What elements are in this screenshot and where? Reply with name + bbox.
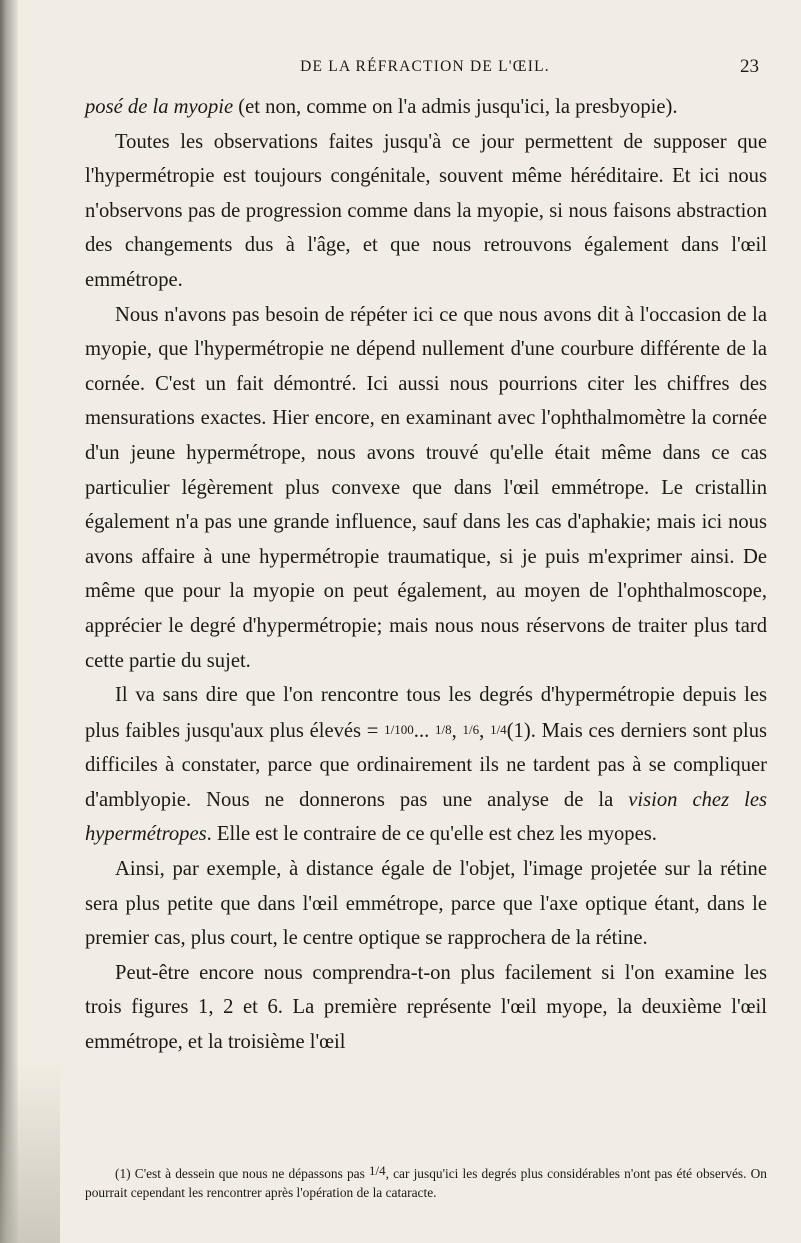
- paragraph-3-text-c: ,: [451, 719, 463, 742]
- italic-title: vision chez les hypermétropes: [85, 788, 767, 846]
- footnote-text-a: (1) C'est à dessein que nous ne dépassons pas: [115, 1166, 369, 1181]
- paragraph-4: Ainsi, par exemple, à distance égale de l'objet, l'image projetée sur la rétine sera plus petite que dans l'œil emmétrope, parce que l'axe optique étant, dans le premier cas, plus court, le centre optique se rapprochera de la rétine.: [85, 858, 767, 950]
- paragraph-1: Toutes les observations faites jusqu'à ce jour permettent de supposer que l'hypermétropie est toujours congénitale, souvent même héréditaire. Et ici nous n'observons pas de progression comme dans la myopie, si nous faisons abstraction des changements dus à l'âge, et que nous retrouvons également dans l'œil emmétrope.: [85, 130, 767, 291]
- italic-phrase: posé de la myopie: [85, 96, 234, 118]
- page-number: 23: [740, 56, 759, 77]
- footnote-text: [85, 1162, 767, 1202]
- paragraph-0-text: (et non, comme on l'a admis jusqu'ici, la presbyopie).: [233, 96, 678, 118]
- page-binding-shadow: [0, 0, 18, 1243]
- paragraph-3: [85, 678, 767, 852]
- fraction-one-hundredth: 1/100: [384, 721, 414, 737]
- paragraph-3-text-a: Il va sans dire que l'on rencontre tous les degrés d'hypermétropie depuis les plus faibles jusqu'aux plus élevés =: [85, 684, 767, 742]
- fraction-one-quarter: 1/4: [490, 721, 507, 737]
- paragraph-5: Peut-être encore nous comprendra-t-on plus facilement si l'on examine les trois figures 1, 2 et 6. La première représente l'œil myope, la deuxième l'œil emmétrope, et la troisième l'œil: [85, 961, 767, 1054]
- footnote-fraction: 1/4: [368, 1163, 386, 1178]
- paragraph-3-text-b: ...: [413, 719, 435, 742]
- paragraph-0: [85, 90, 767, 125]
- page-corner-shadow: [0, 1060, 60, 1243]
- page-header: [85, 58, 765, 86]
- footnote-text-b: , car jusqu'ici les degrés plus considérables n'ont pas été observés. On pourrait cependant les rencontrer après l'opération de la cataracte.: [85, 1166, 767, 1200]
- paragraph-3-text-e: (1). Mais ces derniers sont plus difficiles à constater, parce que ordinairement ils ne tardent pas à se compliquer d'amblyopie. Nous ne donnerons pas une analyse de la: [85, 719, 768, 811]
- paragraph-3-text-f: . Elle est le contraire de ce qu'elle est chez les myopes.: [206, 823, 657, 846]
- running-head: DE LA RÉFRACTION DE L'ŒIL.: [300, 58, 550, 75]
- fraction-one-sixth: 1/6: [462, 721, 480, 737]
- paragraph-3-text-d: ,: [479, 719, 491, 742]
- paragraph-2: Nous n'avons pas besoin de répéter ici ce que nous avons dit à l'occasion de la myopie, que l'hypermétropie ne dépend nullement d'une courbure différente de la cornée. C'est un fait démontré. Ici aussi nous pourrions citer les chiffres des mensurations exactes. Hier encore, en examinant avec l'ophthalmomètre la cornée d'un jeune hypermétrope, nous avons trouvé qu'elle était même dans ce cas particulier légèrement plus convexe que dans l'œil emmétrope. Le cristallin également n'a pas une grande influence, sauf dans les cas d'aphakie; mais ici nous avons affaire à une hypermétropie traumatique, si je puis m'exprimer ainsi. De même que pour la myopie on peut également, au moyen de l'ophthalmoscope, apprécier le degré d'hypermétropie; mais nous nous réservons de traiter plus tard cette partie du sujet.: [85, 303, 767, 672]
- body-text: [85, 90, 767, 1060]
- fraction-one-eighth: 1/8: [435, 721, 452, 737]
- footnote: [85, 1162, 767, 1202]
